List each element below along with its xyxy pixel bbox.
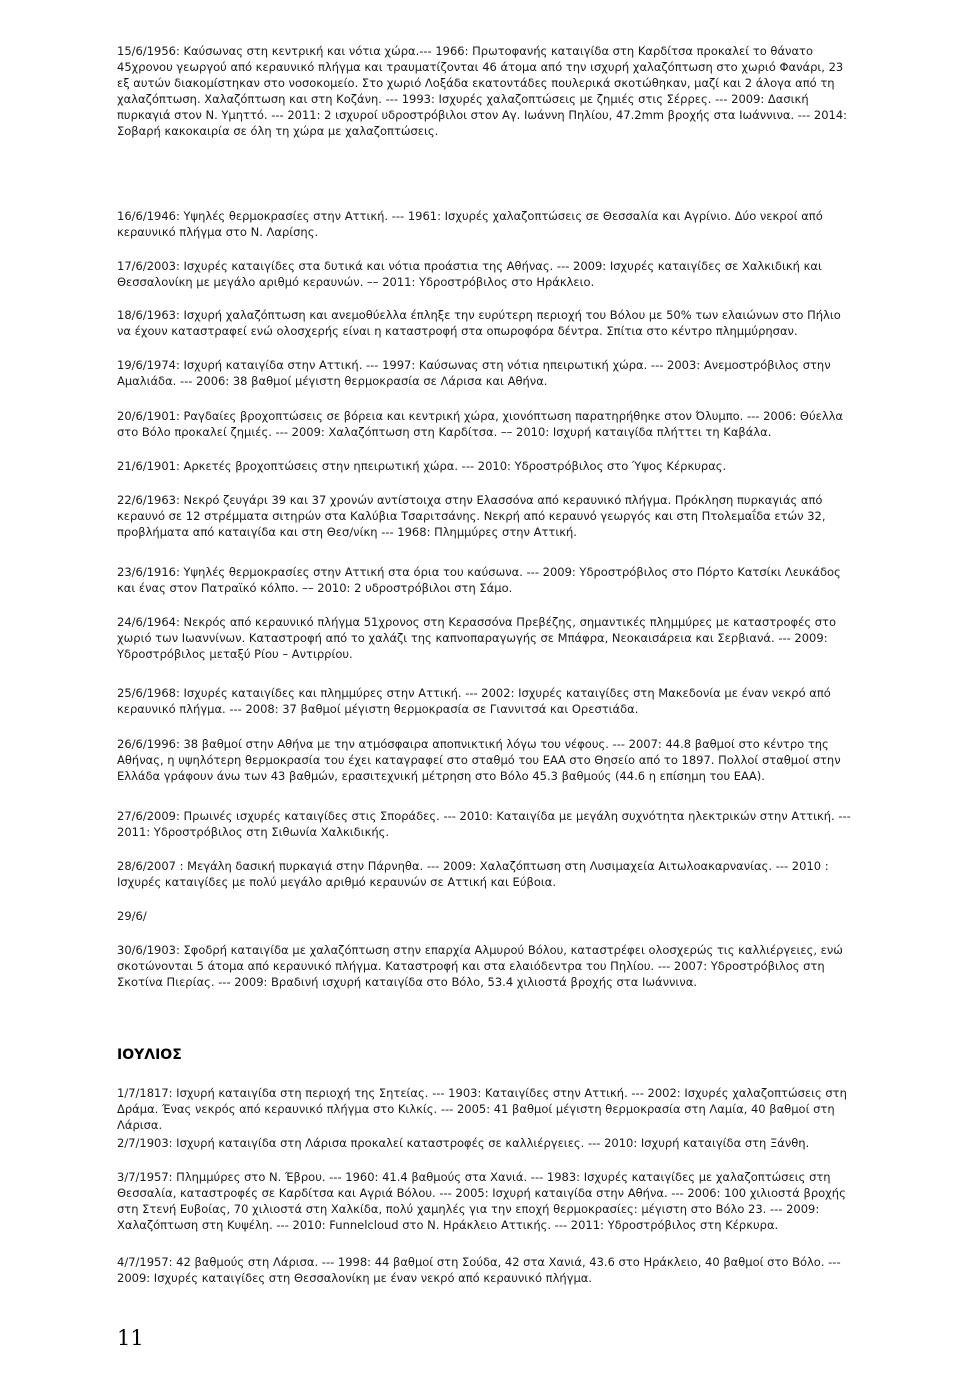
- entry-19-june: 19/6/1974: Ισχυρή καταιγίδα στην Αττική. --- 1997: Καύσωνας στη νότια ηπειρωτική χώρα. --- 2003: Ανεμοστρόβιλος στην Αμαλιάδα. --- 2006: 38 βαθμοί μέγιστη θερμοκρασία σε Λάρισα και Αθήνα.: [117, 358, 831, 388]
- entry-4-july: 4/7/1957: 42 βαθμούς στη Λάρισα. --- 1998: 44 βαθμοί στη Σούδα, 42 στα Χανιά, 43.6 στο Ηράκλειο, 40 βαθμοί στο Βόλο. --- 2009: Ισχυρές καταιγίδες στη Θεσσαλονίκη με έναν νεκρό από κεραυνικό πλήγμα.: [117, 1255, 841, 1285]
- entry-25-june: 25/6/1968: Ισχυρές καταιγίδες και πλημμύρες στην Αττική. --- 2002: Ισχυρές καταιγίδες στη Μακεδονία με έναν νεκρό από κεραυνικό πλήγμα. --- 2008: 37 βαθμοί μέγιστη θερμοκρασία σε Γιαννιτσά και Ορεστιάδα.: [117, 686, 831, 716]
- entry-21-june: 21/6/1901: Αρκετές βροχοπτώσεις στην ηπειρωτική χώρα. --- 2010: Υδροστρόβιλος στο Ύψος Κέρκυρας.: [117, 459, 727, 473]
- entry-1-july: 1/7/1817: Ισχυρή καταιγίδα στη περιοχή της Σητείας. --- 1903: Καταιγίδες στην Αττική. --- 2002: Ισχυρές χαλαζοπτώσεις στη Δράμα. Ένας νεκρός από κεραυνικό πλήγμα στο Κιλκίς. --- 2005: 41 βαθμοί μέγιστη θερμοκρασία στη Λαμία, 40 βαθμοί στη Λάρισα.: [117, 1086, 847, 1132]
- entry-16-june: 16/6/1946: Υψηλές θερμοκρασίες στην Αττική. --- 1961: Ισχυρές χαλαζοπτώσεις σε Θεσσαλία και Αγρίνιο. Δύο νεκροί από κεραυνικό πλήγμα στο Ν. Λαρίσης.: [117, 209, 823, 239]
- entry-29-june: 29/6/: [117, 909, 147, 923]
- entry-17-june: 17/6/2003: Ισχυρές καταιγίδες στα δυτικά και νότια προάστια της Αθήνας. --- 2009: Ισχυρές καταιγίδες σε Χαλκιδική και Θεσσαλονίκη με μεγάλο αριθμό κεραυνών. –– 2011: Υδροστρόβιλος στο Ηράκλειο.: [117, 259, 822, 289]
- entry-24-june: 24/6/1964: Νεκρός από κεραυνικό πλήγμα 51χρονος στη Κερασσόνα Πρεβέζης, σημαντικές πλημμύρες με καταστροφές στο χωριό των Ιωαννίνων. Καταστροφή από το χαλάζι της καπνοπαραγωγής σε Μπάφρα, Νεοκαισάρεια και Σερβιανά. --- 2009: Υδροστρόβιλος μεταξύ Ρίου – Αντιρρίου.: [117, 615, 836, 661]
- entry-22-june: 22/6/1963: Νεκρό ζευγάρι 39 και 37 χρονών αντίστοιχα στην Ελασσόνα από κεραυνικό πλήγμα. Πρόκληση πυρκαγιάς από κεραυνό σε 12 στρέμματα σιτηρών στα Καλύβια Τσαριτσάνης. Νεκρή από κεραυνό γεωργός και στη Πτολεμαΐδα ετών 32, προβλήματα από καταιγίδα και στη Θεσ/νίκη --- 1968: Πλημμύρες στην Αττική.: [117, 493, 826, 539]
- entry-30-june: 30/6/1903: Σφοδρή καταιγίδα με χαλαζόπτωση στην επαρχία Αλμυρού Βόλου, καταστρέφει ολοσχερώς τις καλλιέργειες, ενώ σκοτώνονται 5 άτομα από κεραυνικό πλήγμα. Καταστροφή και στα ελαιόδεντρα του Πηλίου. --- 2007: Υδροστρόβιλος στη Σκοτίνα Πιερίας. --- 2009: Βραδινή ισχυρή καταιγίδα στο Βόλο, 53.4 χιλιοστά βροχής στα Ιωάννινα.: [117, 943, 843, 989]
- page-number: 11: [117, 1326, 144, 1350]
- entry-18-june: 18/6/1963: Ισχυρή χαλαζόπτωση και ανεμοθύελλα έπληξε την ευρύτερη περιοχή του Βόλου με 50% των ελαιώνων στο Πήλιο να έχουν καταστραφεί ενώ ολοσχερής είναι η καταστροφή στα οπωροφόρα δέντρα. Σπίτια στο κέντρο πλημμύρησαν.: [117, 308, 841, 338]
- entry-20-june: 20/6/1901: Ραγδαίες βροχοπτώσεις σε βόρεια και κεντρική χώρα, χιονόπτωση παρατηρήθηκε στον Όλυμπο. --- 2006: Θύελλα στο Βόλο προκαλεί ζημιές. --- 2009: Χαλαζόπτωση στη Καρδίτσα. –– 2010: Ισχυρή καταιγίδα πλήττει τη Καβάλα.: [117, 409, 844, 439]
- section-heading-july: ΙΟΥΛΙΟΣ: [117, 1047, 182, 1063]
- entry-3-july: 3/7/1957: Πλημμύρες στο Ν. Έβρου. --- 1960: 41.4 βαθμούς στα Χανιά. --- 1983: Ισχυρές καταιγίδες με χαλαζοπτώσεις στη Θεσσαλία, καταστροφές σε Καρδίτσα και Αγριά Βόλου. --- 2005: Ισχυρή καταιγίδα στην Αθήνα. --- 2006: 100 χιλιοστά βροχής στη Στενή Ευβοίας, 70 χιλιοστά στη Χαλκίδα, πολύ χαμηλές για την εποχή θερμοκρασίες: μέγιστη στο Βόλο 23. --- 2009: Χαλαζόπτωση στη Κυψέλη. --- 2010: Funnelcloud στο Ν. Ηράκλειο Αττικής. --- 2011: Υδροστρόβιλος στη Κέρκυρα.: [117, 1170, 846, 1232]
- entry-2-july: 2/7/1903: Ισχυρή καταιγίδα στη Λάρισα προκαλεί καταστροφές σε καλλιέργειες. --- 2010: Ισχυρή καταιγίδα στη Ξάνθη.: [117, 1136, 810, 1150]
- entry-26-june: 26/6/1996: 38 βαθμοί στην Αθήνα με την ατμόσφαιρα αποπνικτική λόγω του νέφους. --- 2007: 44.8 βαθμοί στο κέντρο της Αθήνας, η υψηλότερη θερμοκρασία του έχει καταγραφεί στο σταθμό του ΕΑΑ στο Θησείο από το 1897. Πολλοί σταθμοί στην Ελλάδα γράφουν άνω των 43 βαθμών, ερασιτεχνική μέτρηση στο Βόλο 45.3 βαθμούς (44.6 η επίσημη του ΕΑΑ).: [117, 737, 841, 783]
- entry-23-june: 23/6/1916: Υψηλές θερμοκρασίες στην Αττική στα όρια του καύσωνα. --- 2009: Υδροστρόβιλος στο Πόρτο Κατσίκι Λευκάδος και ένας στον Πατραϊκό κόλπο. –– 2010: 2 υδροστρόβιλοι στη Σάμο.: [117, 565, 841, 595]
- entry-28-june: 28/6/2007 : Μεγάλη δασική πυρκαγιά στην Πάρνηθα. --- 2009: Χαλαζόπτωση στη Λυσιμαχεία Αιτωλοακαρνανίας. --- 2010 : Ισχυρές καταιγίδες με πολύ μεγάλο αριθμό κεραυνών σε Αττική και Εύβοια.: [117, 859, 829, 889]
- entry-15-june: 15/6/1956: Καύσωνας στη κεντρική και νότια χώρα.--- 1966: Πρωτοφανής καταιγίδα στη Καρδίτσα προκαλεί το θάνατο 45χρονου γεωργού από κεραυνικό πλήγμα και τραυματίζονται 46 άτομα από την ισχυρή χαλαζόπτωση στο χωριό Φανάρι, 23 εξ αυτών διακομίστηκαν στο νοσοκομείο. Στο χωριό Λοξάδα εκατοντάδες πουλερικά σκοτώθηκαν, μαζί και 2 άλογα από τη χαλαζόπτωση. Χαλαζόπτωση και στη Κοζάνη. --- 1993: Ισχυρές χαλαζοπτώσεις με ζημιές στις Σέρρες. --- 2009: Δασική πυρκαγιά στον Ν. Υμηττό. --- 2011: 2 ισχυροί υδροστρόβιλοι στον Αγ. Ιωάννη Πηλίου, 47.2mm βροχής στα Ιωάννινα. --- 2014: Σοβαρή κακοκαιρία σε όλη τη χώρα με χαλαζοπτώσεις.: [117, 44, 848, 138]
- entry-27-june: 27/6/2009: Πρωινές ισχυρές καταιγίδες στις Σποράδες. --- 2010: Καταιγίδα με μεγάλη συχνότητα ηλεκτρικών στην Αττική. --- 2011: Υδροστρόβιλος στη Σιθωνία Χαλκιδικής.: [117, 809, 851, 839]
